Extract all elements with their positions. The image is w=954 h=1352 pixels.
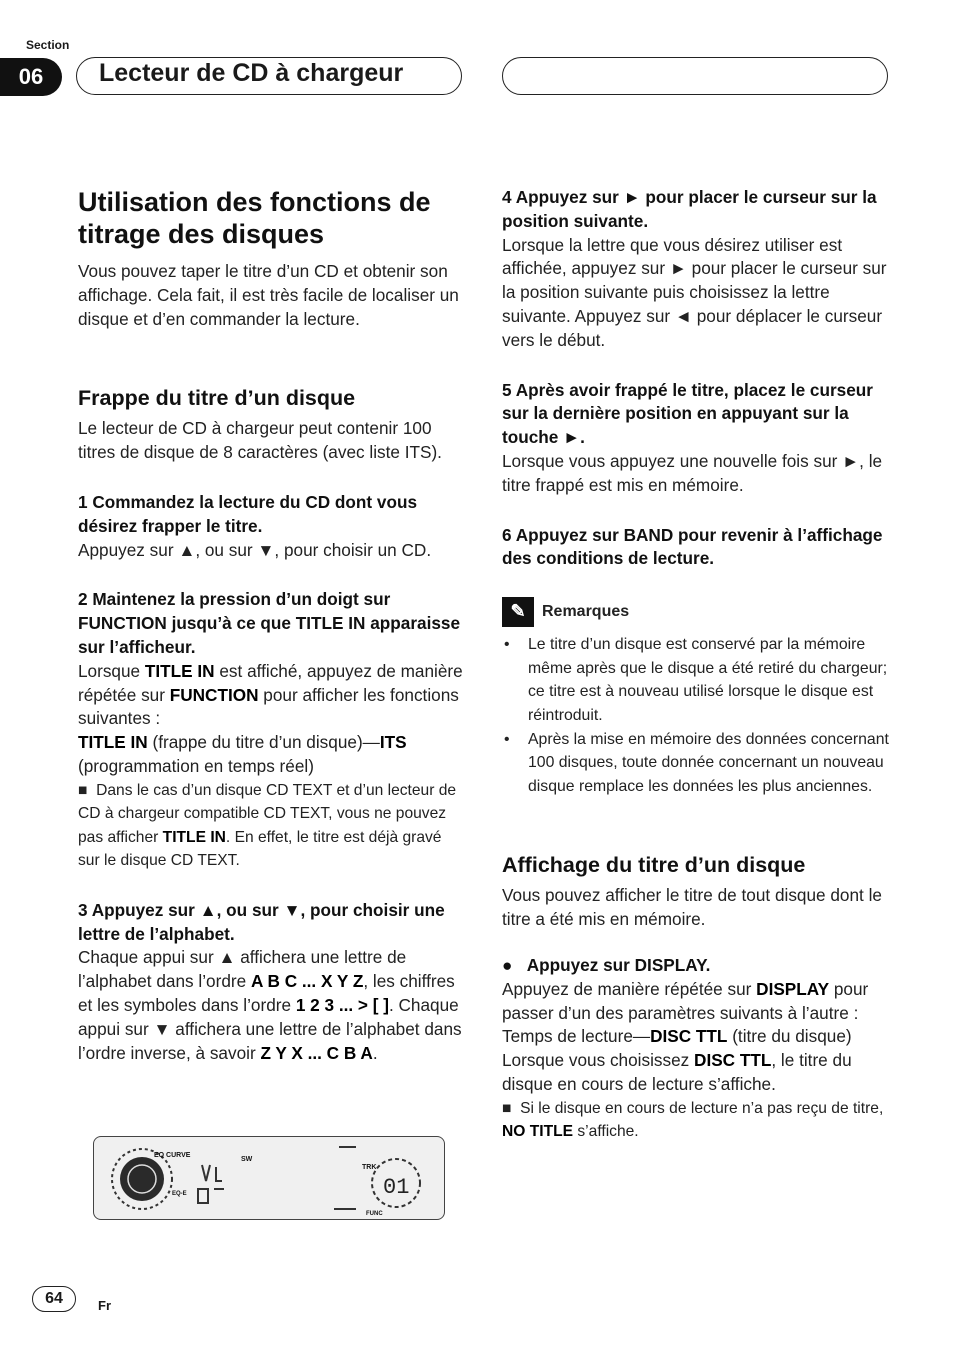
subheading-frappe: Frappe du titre d’un disque [78,386,356,411]
display-disc-ttl: Lorsque vous choisissez DISC TTL, le titre du disque en cours de lecture s’affiche. [502,1050,852,1094]
display-options: Temps de lecture—DISC TTL (titre du disque) [502,1026,852,1047]
eq-curve-label: EQ CURVE [154,1152,191,1159]
display-step-text: Appuyez de manière répétée sur DISPLAY pour passer d’un des paramètres suivants à l’autre : [502,978,869,1023]
language-code: Fr [98,1298,111,1313]
subheading-affichage: Affichage du titre d’un disque [502,853,806,878]
frappe-intro: Le lecteur de CD à chargeur peut contenir 100 titres de disque de 8 caractères (avec liste ITS). [78,418,442,463]
bullet-icon: • [504,636,510,654]
step-3-text: Chaque appui sur ▲ affichera une lettre de l’alphabet dans l’ordre A B C ... X Y Z, les chiffres et les symboles dans l’ordre 1 2 3 ... > [ ]. Chaque appui sur ▼ affichera une lettre de l’alphabet dans l’ordre inverse, à savoir Z Y X ... C B A. [78,947,462,1063]
remarks-list [502,633,890,798]
func-label: FUNC [366,1211,383,1217]
page-number: 64 [32,1286,76,1312]
trk-label: TRK [362,1164,377,1171]
step-1-text: Appuyez sur ▲, ou sur ▼, pour choisir un CD. [78,539,432,560]
chapter-title: Lecteur de CD à chargeur [99,59,404,87]
remark-item: • Après la mise en mémoire des données concernant 100 disques, toute donnée concernant un nouveau disque remplace les données les plus anciennes. [502,728,890,799]
step-5-text: Lorsque vous appuyez une nouvelle fois sur ►, le titre frappé est mis en mémoire. [502,450,883,495]
display-note: ■ Si le disque en cours de lecture n’a pas reçu de titre, NO TITLE s’affiche. [502,1099,884,1141]
section-heading: Utilisation des fonctions de titrage des disques [78,187,431,249]
remarks-title: Remarques [542,603,630,621]
remark-item: • Le titre d’un disque est conservé par la mémoire même après que le disque a été retiré du chargeur; ce titre est à nouveau utilisé lorsque le disque est réintroduit. [502,633,890,727]
lcd-display-illustration [93,1136,445,1220]
eq-e-label: EQ-E [172,1191,187,1197]
bullet-icon: • [504,730,510,748]
step-2-text: Lorsque TITLE IN est affiché, appuyez de manière répétée sur FUNCTION pour afficher les fonctions suivantes : [78,660,463,729]
affichage-intro: Vous pouvez afficher le titre de tout disque dont le titre a été mis en mémoire. [502,885,882,930]
segment-digits: 01 [383,1175,410,1200]
step-4-title: 4 Appuyez sur ► pour placer le curseur sur la position suivante. [502,187,877,231]
intro-text: Vous pouvez taper le titre d’un CD et obtenir son affichage. Cela fait, il est très facile de localiser un disque et d’en commander la lecture. [78,261,459,329]
step-3-title: 3 Appuyez sur ▲, ou sur ▼, pour choisir une lettre de l’alphabet. [78,899,445,944]
section-label: Section [26,38,70,52]
section-number: 06 [0,58,62,96]
sw-label: SW [241,1156,253,1163]
chapter-title-box-empty [502,57,888,95]
step-2-title: 2 Maintenez la pression d’un doigt sur FUNCTION jusqu’à ce que TITLE IN apparaisse sur l’afficheur. [78,589,461,657]
square-bullet-icon: ■ [78,781,97,799]
square-bullet-icon: ■ [502,1099,521,1117]
left-column [78,186,464,1065]
filled-circle-icon: ● [502,954,527,975]
right-column [502,186,890,1144]
step-5-title: 5 Après avoir frappé le titre, placez le curseur sur la dernière position en appuyant sur la touche ►. [502,379,873,448]
lcd-display-graphic [94,1137,443,1218]
step-2-note: ■ Dans le cas d’un disque CD TEXT et d’un lecteur de CD à chargeur compatible CD TEXT, vous ne pouvez pas afficher TITLE IN. En effet, le titre est déjà gravé sur le disque CD TEXT. [78,781,457,870]
chapter-title-box [76,57,462,95]
pencil-icon: ✎ [502,597,534,627]
step-2-functions: TITLE IN (frappe du titre d’un disque)—ITS (programmation en temps réel) [78,732,407,776]
step-6-title: 6 Appuyez sur BAND pour revenir à l’affichage des conditions de lecture. [502,524,883,569]
step-1-title: 1 Commandez la lecture du CD dont vous désirez frapper le titre. [78,491,418,536]
remarks-header [502,597,890,627]
step-4-text: Lorsque la lettre que vous désirez utiliser est affichée, appuyez sur ► pour placer le curseur sur la position suivante puis choisissez la lettre suivante. Appuyez sur ◄ pour déplacer le curseur vers le début. [502,234,887,350]
display-step-title: ● Appuyez sur DISPLAY. [502,954,711,975]
